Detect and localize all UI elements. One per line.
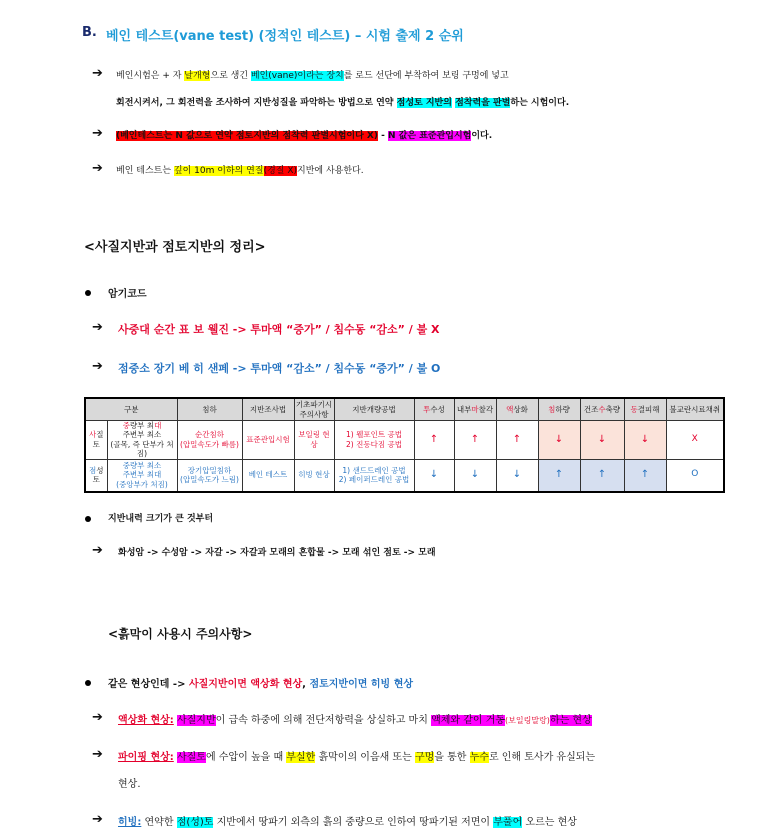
row-disturb: X	[666, 421, 724, 460]
row-improve: 1) 웰포인트 공법 2) 진동다짐 공법	[334, 421, 414, 460]
section-letter: B.	[82, 25, 97, 40]
header-disturb: 불교란시료채취	[666, 398, 724, 421]
row-liquefaction: ↓	[496, 459, 538, 492]
bullet-icon	[85, 680, 91, 686]
row-desc: 중량부 최대 주변부 최소 (골목, 즉 단부가 처짐)	[107, 421, 177, 460]
row-settlement: ↓	[538, 421, 580, 460]
row-liquefaction: ↑	[496, 421, 538, 460]
row-survey: 베인 테스트	[242, 459, 294, 492]
row-perm: ↑	[414, 421, 454, 460]
row-disturb: O	[666, 459, 724, 492]
table-header-row	[85, 398, 724, 421]
bullet-icon	[85, 516, 91, 522]
arrow-icon: ➔	[92, 359, 103, 374]
vane-line-2: 회전시켜서, 그 회전력을 조사하여 지반성질을 파악하는 방법으로 연약 점성토 지반의 점착력을 판별하는 시험이다.	[116, 98, 570, 108]
row-desc: 중량부 최소 주변부 최대 (중앙부가 처짐)	[107, 459, 177, 492]
header-perm: 투수성	[414, 398, 454, 421]
piping-line-cont: 현상.	[118, 779, 141, 790]
header-liquefaction: 액상화	[496, 398, 538, 421]
table-row	[85, 459, 724, 492]
vane-line-3: (베인테스트는 N 값으로 연약 점토지반의 점착력 판별시험이다 X) - N 값은 표준관입시험이다.	[116, 131, 493, 141]
header-improve: 지반개량공법	[334, 398, 414, 421]
row-foundation: 히빙 현상	[294, 459, 334, 492]
arrow-icon: ➔	[92, 812, 103, 827]
row-perm: ↓	[414, 459, 454, 492]
header-settlement: 침하량	[538, 398, 580, 421]
row-survey: 표준관입시험	[242, 421, 294, 460]
mnemonic-label: 암기코드	[108, 289, 147, 300]
row-shrinkage: ↓	[580, 421, 624, 460]
vane-line-1: 베인시험은 + 자 날개형으로 생긴 베인(vane)이라는 장치를 로드 선단에 부착하여 보링 구멍에 넣고	[116, 71, 509, 81]
heaving-line: 히빙: 연약한 점(성)토 지반에서 땅파기 외측의 흙의 중량으로 인하여 땅파기된 저면이 부풀어 오르는 현상	[118, 817, 577, 828]
phenomenon-bullet: 같은 현상인데 -> 사질지반이면 액상화 현상, 점토지반이면 히빙 현상	[108, 679, 414, 690]
liquefaction-line: 액상화 현상: 사질지반이 급속 하중에 의해 전단저항력을 상실하고 마치 액체와 같이 거동(보일링말랑)하는 현상	[118, 715, 592, 726]
row-frost: ↑	[624, 459, 666, 492]
rule-sand: 사중대 순간 표 보 웰진 -> 투마액 “증가” / 침수동 “감소” / 불 X	[118, 323, 440, 336]
row-foundation: 보일링 현상	[294, 421, 334, 460]
header-gubun: 구분	[85, 398, 177, 421]
arrow-icon: ➔	[92, 710, 103, 725]
arrow-icon: ➔	[92, 126, 103, 141]
row-settle: 장기압밀침하 (압밀속도가 느림)	[177, 459, 242, 492]
strength-order: 화성암 -> 수성암 -> 자갈 -> 자갈과 모래의 혼합물 -> 모래 섞인 점토 -> 모래	[118, 548, 436, 558]
row-shrinkage: ↑	[580, 459, 624, 492]
arrow-icon: ➔	[92, 747, 103, 762]
header-foundation: 기초파기시 주의사항	[294, 398, 334, 421]
arrow-icon: ➔	[92, 161, 103, 176]
header-survey: 지반조사법	[242, 398, 294, 421]
row-improve: 1) 샌드드레인 공법 2) 페이퍼드레인 공법	[334, 459, 414, 492]
row-settle: 순간침하 (압밀속도가 빠름)	[177, 421, 242, 460]
row-name: 사질토	[85, 421, 107, 460]
arrow-icon: ➔	[92, 543, 103, 558]
row-settlement: ↑	[538, 459, 580, 492]
header-settle: 침하	[177, 398, 242, 421]
section-title-earth-retaining: <흙막이 사용시 주의사항>	[108, 627, 253, 641]
section-title-soil-summary: <사질지반과 점토지반의 정리>	[84, 240, 266, 255]
row-friction: ↑	[454, 421, 496, 460]
row-frost: ↓	[624, 421, 666, 460]
vane-line-4: 베인 테스트는 깊이 10m 이하의 연질(경질 X)지반에 사용한다.	[116, 166, 364, 176]
rule-clay: 점중소 장기 베 히 샌페 -> 투마액 “감소” / 침수동 “증가” / 불 O	[118, 362, 441, 375]
arrow-icon: ➔	[92, 320, 103, 335]
section-heading: 베인 테스트(vane test) (정적인 테스트) – 시험 출제 2 순위	[106, 29, 464, 44]
piping-line: 파이핑 현상: 사질토에 수압이 높을 때 부실한 흙막이의 이음새 또는 구멍을 통한 누수로 인해 토사가 유실되는	[118, 752, 596, 763]
header-frost: 동결피해	[624, 398, 666, 421]
row-friction: ↓	[454, 459, 496, 492]
soil-comparison-table	[84, 397, 725, 493]
header-friction: 내부마찰각	[454, 398, 496, 421]
bullet-icon	[85, 290, 91, 296]
row-name: 점성토	[85, 459, 107, 492]
strength-label: 지반내력 크기가 큰 것부터	[108, 514, 214, 524]
arrow-icon: ➔	[92, 66, 103, 81]
header-shrinkage: 건조수축량	[580, 398, 624, 421]
table-row	[85, 421, 724, 460]
